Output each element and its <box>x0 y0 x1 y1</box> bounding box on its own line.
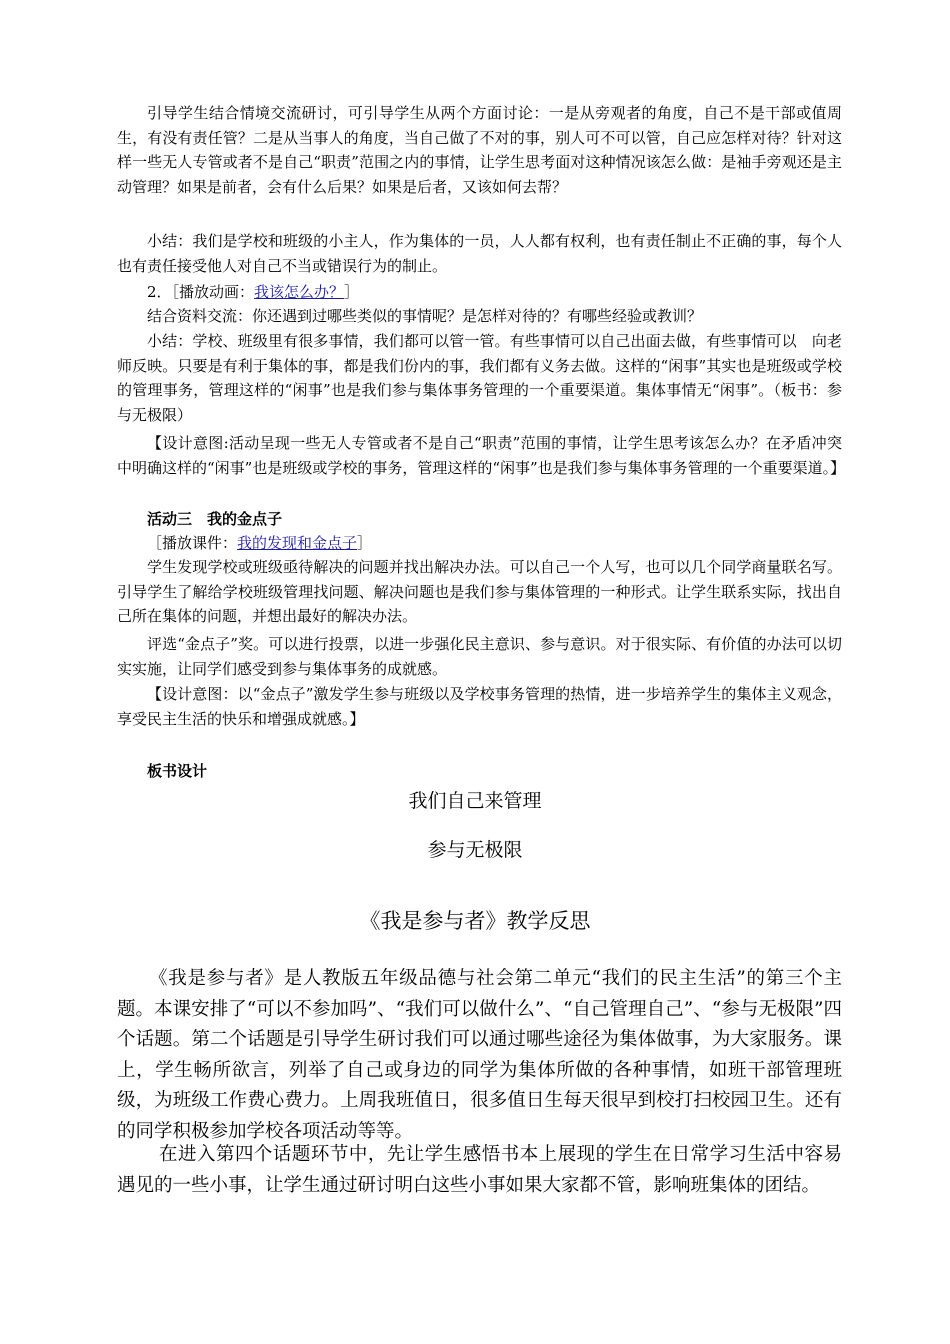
paragraph-design-intent-2: 【设计意图：以“金点子”激发学生参与班级以及学校事务管理的热情，进一步培养学生的集体主义观念，享受民主生活的快乐和增强成就感。】 <box>117 685 842 728</box>
paragraph-material-exchange: 结合资料交流：你还遇到过哪些类似的事情呢？是怎样对待的？有哪些经验或教训？ <box>147 307 703 325</box>
animation-link[interactable]: 我该怎么办？ <box>254 283 345 301</box>
paragraph-summary-2: 小结：学校、班级里有很多事情，我们都可以管一管。有些事情可以自己出面去做，有些事情可以 向老师反映。只要是有利于集体的事，都是我们份内的事，我们都有义务去做。这样的“闲事”其实也是班级或学校的管理事务，管理这样的“闲事”也是我们参与集体事务管理的一个重要渠道。集体事情无“闲事”。（板书：参与无极限） <box>117 332 842 424</box>
paragraph-design-intent-1: 【设计意图:活动呈现一些无人专管或者不是自己“职责”范围的事情，让学生思考该怎么办？在矛盾冲突中明确这样的“闲事”也是班级或学校的事务，管理这样的“闲事”也是我们参与集体事务管理的一个重要渠道。】 <box>117 434 846 477</box>
board-design-label: 板书设计 <box>147 762 208 780</box>
paragraph-play-courseware <box>117 531 842 556</box>
play-animation-prefix: 2．［播放动画： <box>147 283 255 301</box>
courseware-link[interactable]: 我的发现和金点子 <box>237 534 358 552</box>
activity-three-heading: 活动三 我的金点子 <box>147 510 283 528</box>
board-line-1: 我们自己来管理 <box>408 790 542 812</box>
paragraph-play-animation <box>117 280 842 305</box>
play-courseware-suffix: ］ <box>357 534 373 552</box>
play-animation-suffix: ］ <box>344 283 360 301</box>
paragraph-discussion-guide: 引导学生结合情境交流研讨，可引导学生从两个方面讨论：一是从旁观者的角度，自己不是干部或值周生，有没有责任管？二是从当事人的角度，当自己做了不对的事，别人可不可以管，自己应怎样对待？针对这样一些无人专管或者不是自己“职责”范围之内的事情，让学生思考面对这种情况该怎么做：是袖手旁观还是主动管理？如果是前者，会有什么后果？如果是后者，又该如何去帮？ <box>117 104 842 196</box>
play-courseware-prefix: ［播放课件： <box>147 534 238 552</box>
reflection-title: 《我是参与者》教学反思 <box>359 909 591 933</box>
paragraph-summary-1: 小结：我们是学校和班级的小主人，作为集体的一员，人人都有权利，也有责任制止不正确的事，每个人也有责任接受他人对自己不当或错误行为的制止。 <box>117 232 842 275</box>
paragraph-find-problems: 学生发现学校或班级亟待解决的问题并找出解决办法。可以自己一个人写，也可以几个同学商量联名写。引导学生了解给学校班级管理找问题、解决问题也是我们参与集体管理的一种形式。让学生联系实际，找出自己所在集体的问题，并想出最好的解决办法。 <box>117 558 842 625</box>
board-line-2: 参与无极限 <box>427 839 523 861</box>
reflection-paragraph-2: 在进入第四个话题环节中，先让学生感悟书本上展现的学生在日常学习生活中容易遇见的一些小事，让学生通过研讨明白这些小事如果大家都不管，影响班集体的团结。 <box>117 1144 842 1196</box>
paragraph-golden-idea-award: 评选“金点子”奖。可以进行投票，以进一步强化民主意识、参与意识。对于很实际、有价值的办法可以切实实施，让同学们感受到参与集体事务的成就感。 <box>117 635 842 678</box>
reflection-paragraph-1: 《我是参与者》是人教版五年级品德与社会第二单元“我们的民主生活”的第三个主题。本课安排了“可以不参加吗”、“我们可以做什么”、“自己管理自己”、“参与无极限”四个话题。第二个话题是引导学生研讨我们可以通过哪些途径为集体做事，为大家服务。课上，学生畅所欲言，列举了自己或身边的同学为集体所做的各种事情，如班干部管理班级，为班级工作费心费力。上周我班值日，很多值日生每天很早到校打扫校园卫生。还有的同学积极参加学校各项活动等等。 <box>117 968 842 1142</box>
